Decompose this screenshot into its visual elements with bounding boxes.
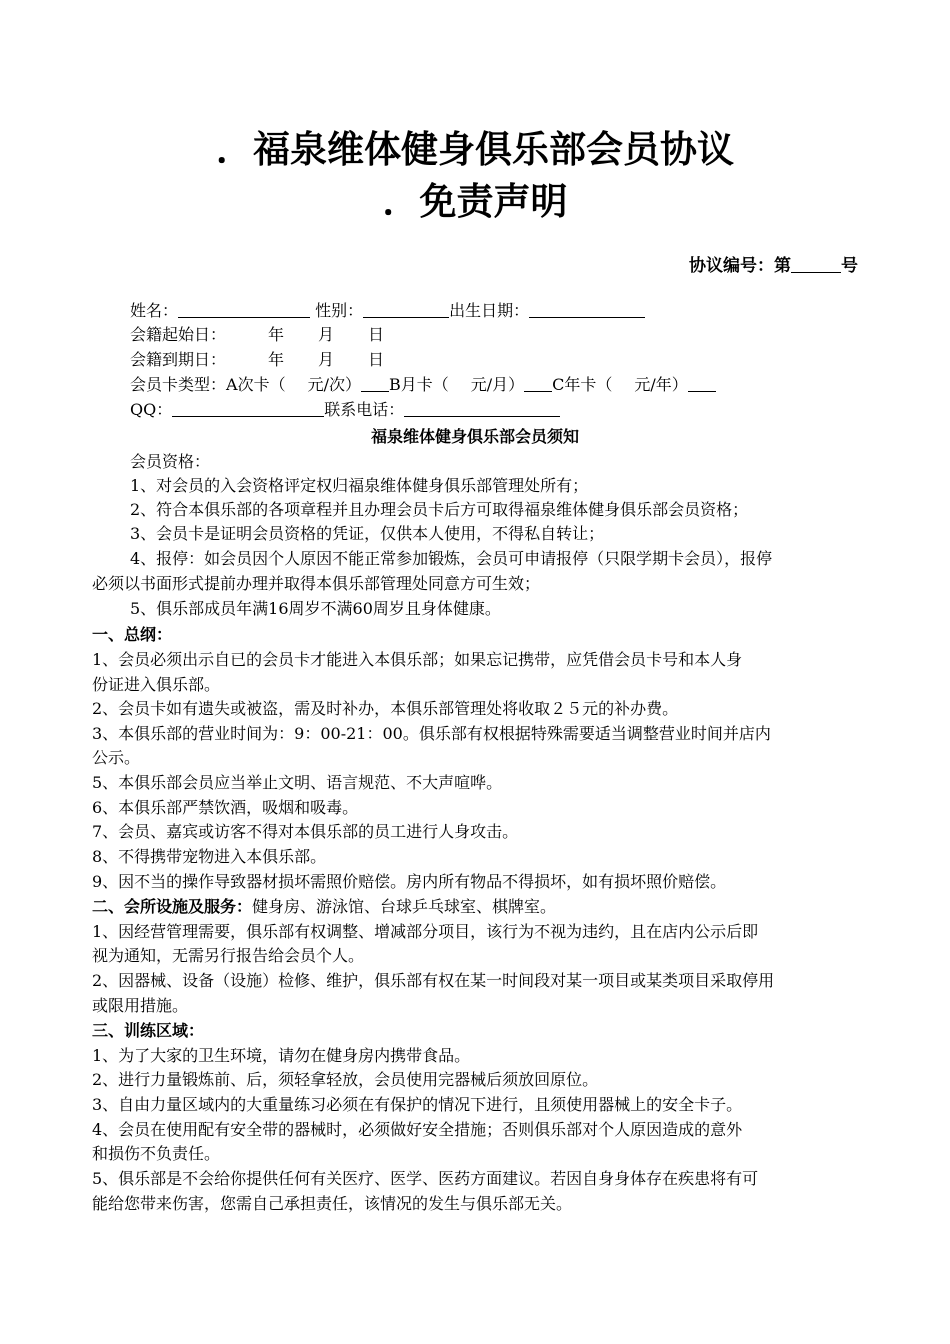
section1-line: 6、本俱乐部严禁饮酒，吸烟和吸毒。 [92,798,359,817]
section1-line: 公示。 [92,748,141,767]
section3-line: 2、进行力量锻炼前、后，须轻拿轻放，会员使用完器械后须放回原位。 [92,1070,599,1089]
section3-heading-text: 三、训练区域： [92,1021,205,1040]
card-label: 会员卡类型： [130,375,227,394]
section3-heading [92,1019,204,1043]
qualification-item: 4、报停：如会员因个人原因不能正常参加锻炼，会员可申请报停（只限学期卡会员），报停 [130,549,773,568]
card-a-unit: 元/次） [307,375,361,394]
form-row-start [130,323,384,347]
section1-line: 2、会员卡如有遗失或被盗，需及时补办，本俱乐部管理处将收取２５元的补办费。 [92,699,679,718]
agreement-number-blank[interactable] [791,254,841,273]
qualification-item: 3、会员卡是证明会员资格的凭证，仅供本人使用，不得私自转让； [130,524,605,543]
end-month: 月 [318,350,335,369]
card-c-label: C年卡（ [552,375,613,394]
section1-heading-text: 一、总纲： [92,625,173,644]
qualification-heading: 会员资格： [130,452,211,471]
agreement-number-prefix: 协议编号：第 [689,256,791,276]
birth-label: 出生日期： [449,301,530,320]
qualification-item: 2、符合本俱乐部的各项章程并且办理会员卡后方可取得福泉维体健身俱乐部会员资格； [130,500,749,519]
card-c-field[interactable] [688,373,716,392]
section1-line: 3、本俱乐部的营业时间为：9：00-21：00。俱乐部有权根据特殊需要适当调整营业时间并店内 [92,724,771,743]
notice-title: 福泉维体健身俱乐部会员须知 [370,427,579,446]
section3-line: 和损伤不负责任。 [92,1144,221,1163]
card-b-label: B月卡（ [388,375,449,394]
section2-heading-text: 二、会所设施及服务： [92,897,253,916]
start-label: 会籍起始日： [130,325,227,344]
card-b-unit: 元/月） [470,375,525,394]
phone-label: 联系电话： [324,400,405,419]
section1-line: 5、本俱乐部会员应当举止文明、语言规范、不大声喧哗。 [92,773,503,792]
section1-line: 8、不得携带宠物进入本俱乐部。 [92,847,327,866]
section2-line: 2、因器械、设备（设施）检修、维护，俱乐部有权在某一时间段对某一项目或某类项目采取停用 [92,971,775,990]
section1-heading [92,623,172,647]
card-c-unit: 元/年） [634,375,688,394]
section2-line: 1、因经营管理需要，俱乐部有权调整、增减部分项目，该行为不视为违约，且在店内公示后即 [92,922,759,941]
document-subtitle: ．免责声明 [382,180,568,223]
birth-field[interactable] [529,299,645,318]
section1-line: 1、会员必须出示自已的会员卡才能进入本俱乐部；如果忘记携带，应凭借会员卡号和本人身 [92,650,743,669]
phone-field[interactable] [404,398,560,417]
section3-line: 能给您带来伤害，您需自己承担责任，该情况的发生与俱乐部无关。 [92,1194,573,1213]
section1-line: 份证进入俱乐部。 [92,675,221,694]
agreement-number [689,251,858,276]
qq-label: QQ： [130,400,173,419]
form-row-end [130,348,384,372]
section2-line: 视为通知，无需另行报告给会员个人。 [92,946,365,965]
section2-heading [92,895,556,919]
card-b-field[interactable] [524,373,552,392]
qq-field[interactable] [172,398,324,417]
section3-line: 5、俱乐部是不会给你提供任何有关医疗、医学、医药方面建议。若因自身身体存在疾患将有可 [92,1169,759,1188]
section1-line: 9、因不当的操作导致器材损坏需照价赔偿。房内所有物品不得损坏，如有损坏照价赔偿。 [92,872,727,891]
name-label: 姓名： [130,301,179,320]
gender-label: 性别： [315,301,364,320]
form-row-contact [130,398,560,422]
form-row-card [130,373,716,397]
start-month: 月 [318,325,335,344]
section1-line: 7、会员、嘉宾或访客不得对本俱乐部的员工进行人身攻击。 [92,822,519,841]
section2-line: 或限用措施。 [92,996,189,1015]
section3-line: 4、会员在使用配有安全带的器械时，必须做好安全措施；否则俱乐部对个人原因造成的意外 [92,1120,743,1139]
form-row-name [130,299,645,323]
agreement-number-suffix: 号 [841,256,858,276]
document-title: ．福泉维体健身俱乐部会员协议 [216,128,734,171]
card-a-field[interactable] [361,373,389,392]
qualification-item: 5、俱乐部成员年满16周岁不满60周岁且身体健康。 [130,599,501,618]
end-year: 年 [268,350,285,369]
gender-field[interactable] [363,299,449,318]
name-field[interactable] [178,299,310,318]
end-day: 日 [368,350,385,369]
section3-line: 1、为了大家的卫生环境，请勿在健身房内携带食品。 [92,1046,471,1065]
section2-heading-rest: 健身房、游泳馆、台球乒乓球室、棋牌室。 [252,897,557,916]
end-label: 会籍到期日： [130,350,227,369]
section3-line: 3、自由力量区域内的大重量练习必须在有保护的情况下进行，且须使用器械上的安全卡子。 [92,1095,743,1114]
qualification-item: 1、对会员的入会资格评定权归福泉维体健身俱乐部管理处所有； [130,476,589,495]
start-day: 日 [368,325,385,344]
start-year: 年 [268,325,285,344]
card-a-label: A次卡（ [226,375,286,394]
qualification-item-cont: 必须以书面形式提前办理并取得本俱乐部管理处同意方可生效； [92,574,541,593]
